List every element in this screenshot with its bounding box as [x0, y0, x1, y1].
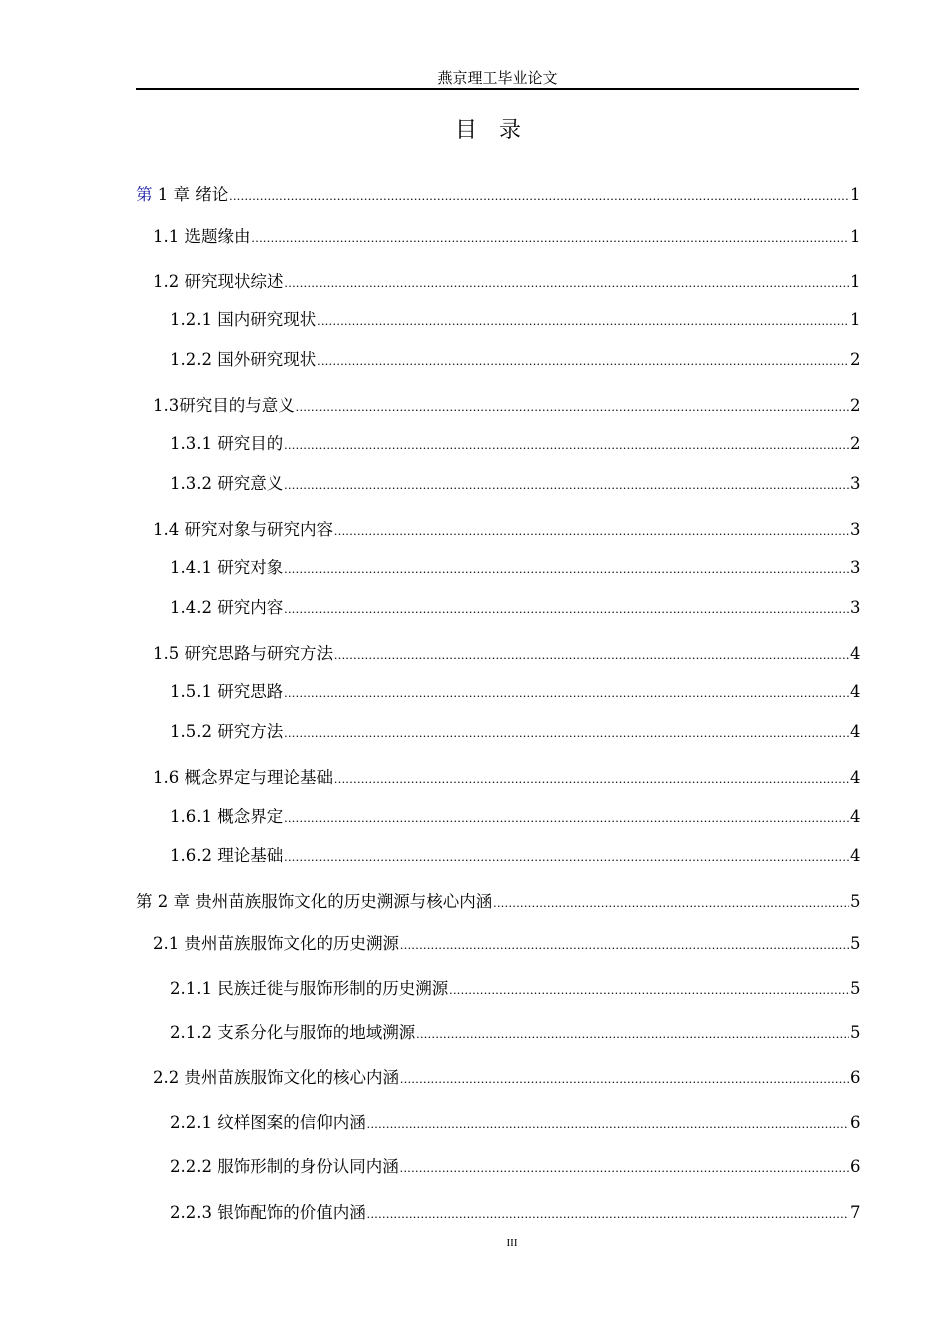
- toc-entry-number: 1.4.2: [170, 598, 218, 617]
- toc-dot-leader: [284, 846, 849, 868]
- footer-page-number: III: [506, 1237, 518, 1249]
- toc-entry-2-2[interactable]: [153, 1067, 859, 1090]
- toc-entry-number: 1.5: [153, 644, 185, 663]
- toc-entry-page: 1: [850, 185, 861, 204]
- toc-entry-page: 2: [850, 396, 861, 415]
- toc-entry-1-6-1[interactable]: [170, 806, 859, 829]
- toc-entry-page: 3: [850, 520, 861, 539]
- toc-entry-page: 2: [850, 350, 861, 369]
- toc-title: 目录: [454, 118, 543, 143]
- toc-entry-number: 2.1: [153, 934, 185, 953]
- toc-entry-title: 研究目的与意义: [179, 396, 295, 415]
- toc-entry-page: 5: [850, 1023, 861, 1042]
- toc-dot-leader: [284, 474, 849, 496]
- toc-entry-number: 2.2.1: [170, 1113, 218, 1132]
- toc-entry-1-1[interactable]: [153, 226, 859, 249]
- toc-dot-leader: [400, 1068, 849, 1090]
- toc-dot-leader: [284, 598, 849, 620]
- toc-entry-chapter-2[interactable]: [136, 891, 859, 914]
- toc-entry-title: 概念界定: [217, 807, 284, 826]
- toc-entry-1-3[interactable]: [153, 395, 859, 418]
- toc-entry-title: 贵州苗族服饰文化的历史溯源与核心内涵: [195, 892, 493, 911]
- toc-dot-leader: [229, 185, 849, 207]
- toc-dot-leader: [296, 396, 849, 418]
- toc-entry-number: 2.2: [153, 1068, 185, 1087]
- toc-entry-page: 3: [850, 474, 861, 493]
- toc-entry-title: 绪论: [195, 185, 229, 204]
- running-header: 燕京理工毕业论文: [437, 69, 558, 87]
- toc-entry-title: 贵州苗族服饰文化的核心内涵: [184, 1068, 399, 1087]
- toc-entry-2-1-1[interactable]: [170, 978, 859, 1001]
- toc-dot-leader: [317, 350, 849, 372]
- toc-entry-title: 贵州苗族服饰文化的历史溯源: [184, 934, 399, 953]
- toc-entry-1-6[interactable]: [153, 767, 859, 790]
- toc-entry-page: 5: [850, 892, 861, 911]
- toc-entry-page: 6: [850, 1068, 861, 1087]
- toc-entry-number: 1.3: [153, 396, 180, 415]
- toc-dot-leader: [317, 310, 849, 332]
- toc-entry-number: 1.2.1: [170, 310, 218, 329]
- toc-entry-title: 研究目的: [217, 434, 284, 453]
- toc-entry-title: 服饰形制的身份认同内涵: [217, 1157, 399, 1176]
- header-rule: [136, 88, 859, 90]
- toc-entry-1-2-1[interactable]: [170, 309, 859, 332]
- toc-dot-leader: [400, 1157, 849, 1179]
- toc-entry-number: 1.6.2: [170, 846, 218, 865]
- toc-entry-page: 4: [850, 846, 861, 865]
- toc-entry-title: 研究现状综述: [184, 272, 284, 291]
- toc-entry-number: 1.3.2: [170, 474, 218, 493]
- toc-entry-1-3-1[interactable]: [170, 433, 859, 456]
- toc-entry-1-4-2[interactable]: [170, 597, 859, 620]
- toc-entry-1-4[interactable]: [153, 519, 859, 542]
- toc-entry-2-2-1[interactable]: [170, 1112, 859, 1135]
- toc-dot-leader: [367, 1113, 849, 1135]
- toc-entry-1-4-1[interactable]: [170, 557, 859, 580]
- toc-entry-page: 7: [850, 1203, 861, 1222]
- toc-entry-number: 1.5.1: [170, 682, 218, 701]
- toc-entry-number: 2.2.3: [170, 1203, 218, 1222]
- toc-entry-number: 1.5.2: [170, 722, 218, 741]
- toc-entry-title: 研究思路: [217, 682, 284, 701]
- toc-entry-title: 研究方法: [217, 722, 284, 741]
- toc-entry-title: 选题缘由: [184, 227, 251, 246]
- toc-entry-page: 1: [850, 310, 861, 329]
- toc-entry-title: 研究思路与研究方法: [184, 644, 333, 663]
- toc-entry-page: 1: [850, 227, 861, 246]
- toc-dot-leader: [284, 682, 849, 704]
- toc-entry-number: 1.2: [153, 272, 185, 291]
- toc-dot-leader: [252, 227, 850, 249]
- toc-entry-page: 4: [850, 682, 861, 701]
- toc-entry-1-5-1[interactable]: [170, 681, 859, 704]
- toc-dot-leader: [493, 892, 849, 914]
- toc-entry-page: 4: [850, 722, 861, 741]
- toc-entry-title: 研究意义: [217, 474, 284, 493]
- toc-entry-1-2-2[interactable]: [170, 349, 859, 372]
- toc-dot-leader: [284, 722, 849, 744]
- toc-entry-2-2-3[interactable]: [170, 1202, 859, 1225]
- toc-entry-number: 1.1: [153, 227, 185, 246]
- toc-entry-title: 理论基础: [217, 846, 284, 865]
- toc-entry-number: 2.1.2: [170, 1023, 218, 1042]
- toc-entry-1-5-2[interactable]: [170, 721, 859, 744]
- toc-entry-number: 1.4.1: [170, 558, 218, 577]
- toc-entry-title: 研究对象: [217, 558, 284, 577]
- toc-dot-leader: [334, 520, 849, 542]
- toc-entry-1-3-2[interactable]: [170, 473, 859, 496]
- toc-entry-page: 6: [850, 1157, 861, 1176]
- toc-entry-number: 2.2.2: [170, 1157, 218, 1176]
- toc-entry-title: 研究内容: [217, 598, 284, 617]
- toc-entry-number: 2.1.1: [170, 979, 218, 998]
- toc-entry-1-5[interactable]: [153, 643, 859, 666]
- toc-entry-title: 概念界定与理论基础: [184, 768, 333, 787]
- toc-entry-page: 1: [850, 272, 861, 291]
- toc-entry-number: 1.2.2: [170, 350, 218, 369]
- toc-entry-title: 银饰配饰的价值内涵: [217, 1203, 366, 1222]
- toc-entry-page: 2: [850, 434, 861, 453]
- toc-entry-number: 第 2 章: [136, 892, 196, 911]
- toc-entry-page: 4: [850, 644, 861, 663]
- toc-entry-2-2-2[interactable]: [170, 1156, 859, 1179]
- toc-entry-2-1-2[interactable]: [170, 1022, 859, 1045]
- toc-entry-page: 4: [850, 768, 861, 787]
- toc-entry-title: 国内研究现状: [217, 310, 317, 329]
- toc-entry-page: 6: [850, 1113, 861, 1132]
- toc-entry-chapter-1[interactable]: [136, 184, 859, 207]
- toc-dot-leader: [284, 434, 849, 456]
- toc-entry-title: 民族迁徙与服饰形制的历史溯源: [217, 979, 449, 998]
- toc-entry-number: 1.4: [153, 520, 185, 539]
- toc-entry-2-1[interactable]: [153, 933, 859, 956]
- toc-entry-number: 第 1 章: [136, 185, 196, 204]
- toc-entry-page: 4: [850, 807, 861, 826]
- toc-dot-leader: [334, 644, 849, 666]
- toc-entry-page: 3: [850, 558, 861, 577]
- toc-entry-title: 纹样图案的信仰内涵: [217, 1113, 366, 1132]
- toc-entry-number: 1.3.1: [170, 434, 218, 453]
- toc-entry-1-6-2[interactable]: [170, 845, 859, 868]
- toc-entry-title: 支系分化与服饰的地域溯源: [217, 1023, 416, 1042]
- toc-entry-title: 研究对象与研究内容: [184, 520, 333, 539]
- toc-entry-1-2[interactable]: [153, 271, 859, 294]
- toc-dot-leader: [284, 807, 849, 829]
- toc-dot-leader: [285, 272, 850, 294]
- toc-entry-page: 3: [850, 598, 861, 617]
- toc-entry-number: 1.6.1: [170, 807, 218, 826]
- toc-dot-leader: [284, 558, 849, 580]
- toc-dot-leader: [400, 934, 849, 956]
- toc-dot-leader: [334, 768, 849, 790]
- toc-entry-title: 国外研究现状: [217, 350, 317, 369]
- toc-dot-leader: [367, 1203, 849, 1225]
- toc-entry-number: 1.6: [153, 768, 185, 787]
- toc-entry-page: 5: [850, 979, 861, 998]
- toc-entry-page: 5: [850, 934, 861, 953]
- toc-dot-leader: [449, 979, 849, 1001]
- toc-dot-leader: [416, 1023, 849, 1045]
